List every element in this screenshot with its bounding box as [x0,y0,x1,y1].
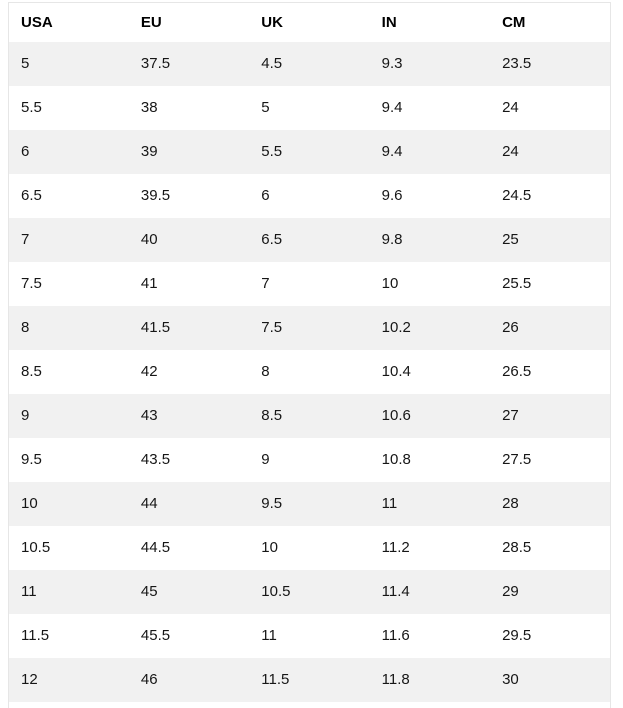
cell-cm: 26.5 [490,350,610,394]
table-row [9,174,611,218]
table-row [9,42,611,86]
cell-in: 11 [370,482,490,526]
cell-usa: 5.5 [9,86,129,130]
table-row [9,526,611,570]
cell-cm: 25 [490,218,610,262]
cell-usa: 9.5 [9,438,129,482]
cell-usa: 7.5 [9,262,129,306]
table-row [9,570,611,614]
cell-uk: 4.5 [249,42,369,86]
cell-uk: 9.5 [249,482,369,526]
cell-in: 11.4 [370,570,490,614]
table-row [9,350,611,394]
cell-empty [249,702,369,708]
cell-empty [490,702,610,708]
cell-eu: 41 [129,262,249,306]
cell-eu: 39.5 [129,174,249,218]
cell-eu: 42 [129,350,249,394]
column-header-eu: EU [129,3,249,42]
cell-empty [9,702,129,708]
cell-cm: 24 [490,130,610,174]
cell-cm: 28 [490,482,610,526]
cell-eu: 45.5 [129,614,249,658]
cell-cm: 26 [490,306,610,350]
cell-cm: 23.5 [490,42,610,86]
cell-in: 11.8 [370,658,490,702]
table-header-row [9,3,611,42]
cell-usa: 12 [9,658,129,702]
cell-usa: 7 [9,218,129,262]
cell-uk: 7.5 [249,306,369,350]
partial-next-row [9,702,611,708]
cell-cm: 28.5 [490,526,610,570]
column-header-cm: CM [490,3,610,42]
cell-eu: 43 [129,394,249,438]
cell-eu: 44 [129,482,249,526]
cell-uk: 10 [249,526,369,570]
cell-uk: 9 [249,438,369,482]
column-header-usa: USA [9,3,129,42]
cell-empty [370,702,490,708]
cell-eu: 44.5 [129,526,249,570]
cell-empty [129,702,249,708]
size-conversion-table-container [8,2,623,708]
column-header-uk: UK [249,3,369,42]
cell-usa: 5 [9,42,129,86]
cell-uk: 6 [249,174,369,218]
cell-usa: 6 [9,130,129,174]
table-row [9,306,611,350]
size-table-body [9,42,611,708]
table-row [9,394,611,438]
table-row [9,86,611,130]
cell-usa: 8.5 [9,350,129,394]
cell-uk: 8 [249,350,369,394]
cell-eu: 43.5 [129,438,249,482]
cell-eu: 37.5 [129,42,249,86]
cell-cm: 29 [490,570,610,614]
cell-uk: 11 [249,614,369,658]
cell-usa: 11 [9,570,129,614]
size-conversion-table [8,2,611,708]
cell-cm: 27 [490,394,610,438]
cell-cm: 24 [490,86,610,130]
table-row [9,614,611,658]
cell-usa: 11.5 [9,614,129,658]
cell-in: 9.3 [370,42,490,86]
cell-eu: 39 [129,130,249,174]
cell-eu: 41.5 [129,306,249,350]
table-row [9,482,611,526]
cell-usa: 10.5 [9,526,129,570]
cell-eu: 46 [129,658,249,702]
cell-usa: 10 [9,482,129,526]
cell-uk: 11.5 [249,658,369,702]
cell-uk: 6.5 [249,218,369,262]
cell-cm: 24.5 [490,174,610,218]
table-row [9,218,611,262]
cell-cm: 30 [490,658,610,702]
cell-in: 9.4 [370,86,490,130]
cell-in: 11.2 [370,526,490,570]
table-row [9,130,611,174]
cell-in: 10.2 [370,306,490,350]
cell-in: 10 [370,262,490,306]
cell-uk: 5 [249,86,369,130]
cell-cm: 29.5 [490,614,610,658]
cell-usa: 6.5 [9,174,129,218]
cell-cm: 27.5 [490,438,610,482]
table-header [9,3,611,42]
cell-in: 10.6 [370,394,490,438]
cell-usa: 8 [9,306,129,350]
column-header-in: IN [370,3,490,42]
cell-uk: 5.5 [249,130,369,174]
cell-in: 10.8 [370,438,490,482]
cell-cm: 25.5 [490,262,610,306]
cell-eu: 38 [129,86,249,130]
table-row [9,658,611,702]
cell-uk: 8.5 [249,394,369,438]
table-row [9,438,611,482]
cell-eu: 45 [129,570,249,614]
cell-in: 10.4 [370,350,490,394]
cell-uk: 7 [249,262,369,306]
cell-in: 9.6 [370,174,490,218]
cell-eu: 40 [129,218,249,262]
cell-in: 11.6 [370,614,490,658]
table-row [9,262,611,306]
cell-usa: 9 [9,394,129,438]
cell-in: 9.8 [370,218,490,262]
cell-in: 9.4 [370,130,490,174]
cell-uk: 10.5 [249,570,369,614]
